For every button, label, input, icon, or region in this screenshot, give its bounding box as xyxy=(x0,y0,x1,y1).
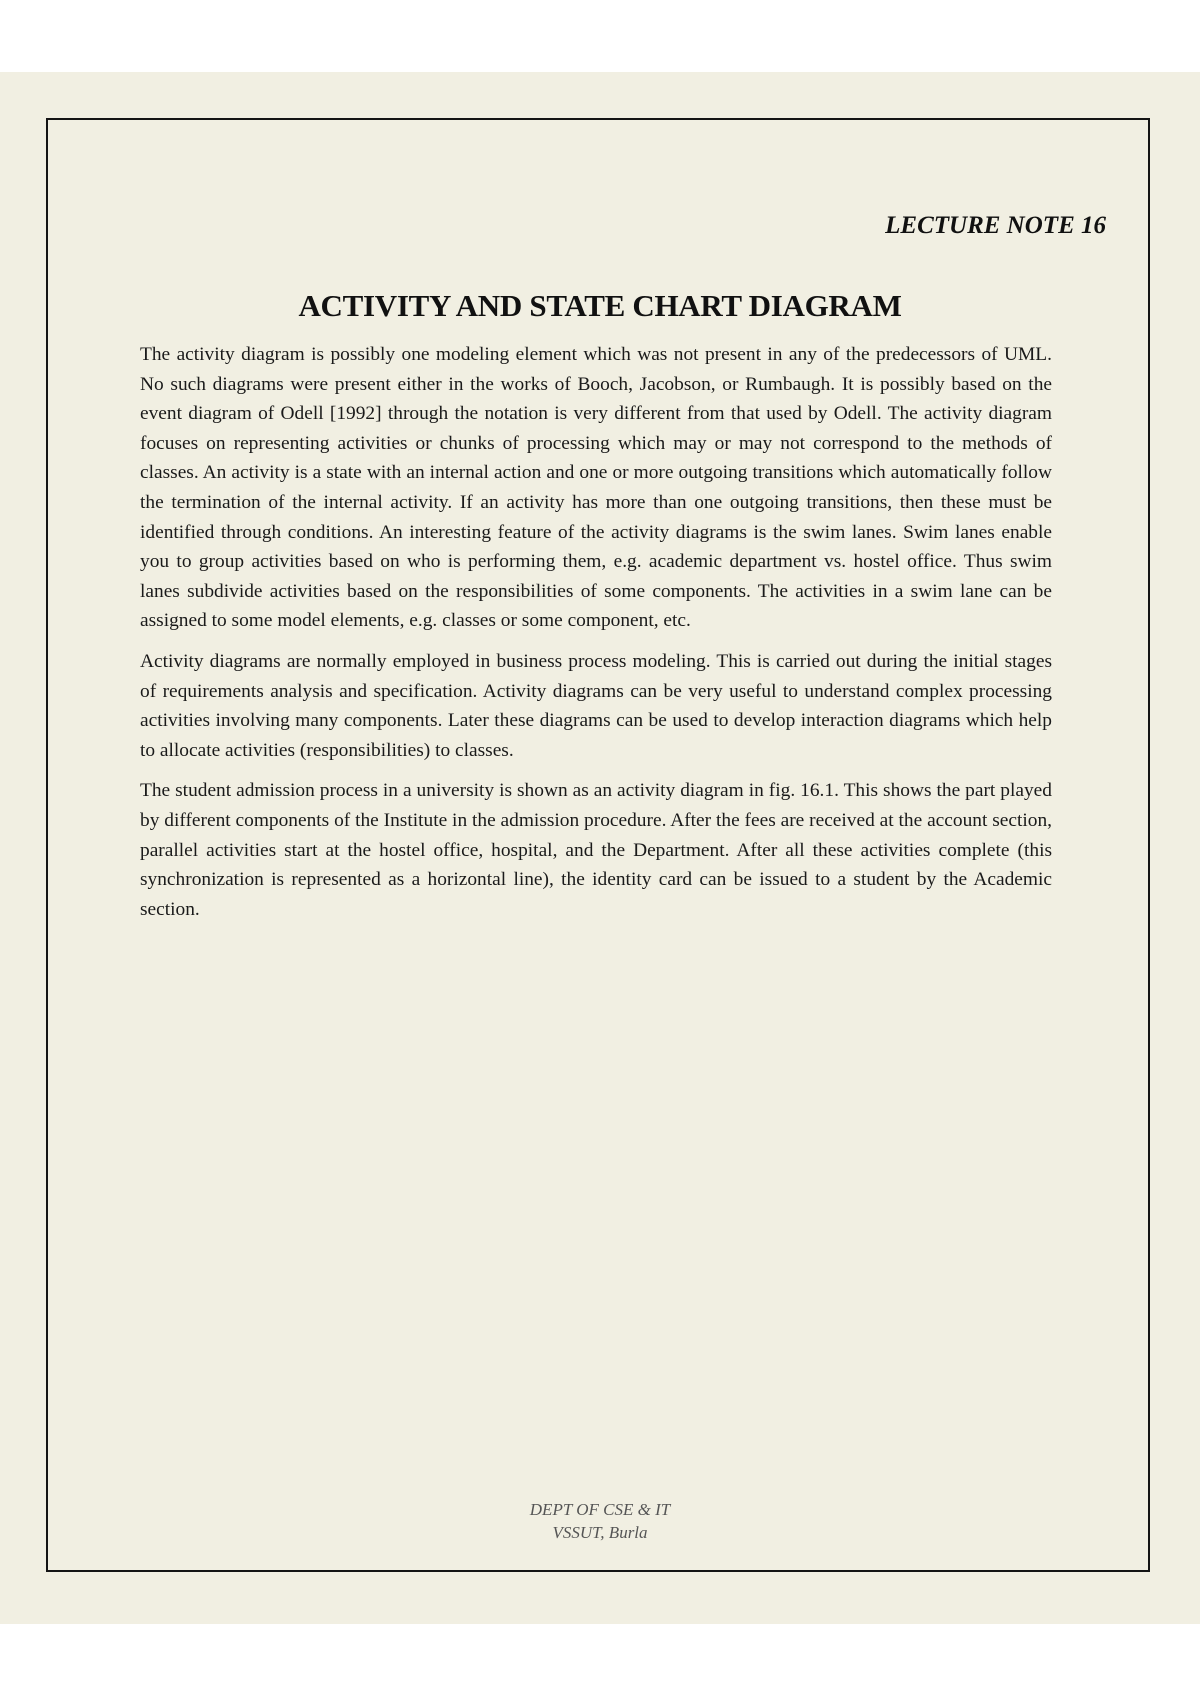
page-footer xyxy=(0,1498,1200,1544)
page-title: ACTIVITY AND STATE CHART DIAGRAM xyxy=(298,288,902,323)
document-page xyxy=(0,72,1200,1624)
paragraph-2: Activity diagrams are normally employed in business process modeling. This is carried out during the initial stages of requirements analysis and specification. Activity diagrams can be very useful to understand complex processing activities involving many components. Later these diagrams can be used to develop interaction diagrams which help to allocate activities (responsibilities) to classes. xyxy=(140,650,1052,761)
paragraph-1: The activity diagram is possibly one modeling element which was not present in any of the predecessors of UML. No such diagrams were present either in the works of Booch, Jacobson, or Rumbaugh. It is possibly based on the event diagram of Odell [1992] through the notation is very different from that used by Odell. The activity diagram focuses on representing activities or chunks of processing which may or may not correspond to the methods of classes. An activity is a state with an internal action and one or more outgoing transitions which automatically follow the termination of the internal activity. If an activity has more than one outgoing transitions, then these must be identified through conditions. An interesting feature of the activity diagrams is the swim lanes. Swim lanes enable you to group activities based on who is performing them, e.g. academic department vs. hostel office. Thus swim lanes subdivide activities based on the responsibilities of some components. The activities in a swim lane can be assigned to some model elements, e.g. classes or some component, etc. xyxy=(140,344,1052,632)
footer-institute: VSSUT, Burla xyxy=(552,1523,648,1542)
paragraph-3: The student admission process in a university is shown as an activity diagram in fig. 16.1. This shows the part played by different components of the Institute in the admission procedure. After the fees are received at the account section, parallel activities start at the hostel office, hospital, and the Department. After all these activities complete (this synchronization is represented as a horizontal line), the identity card can be issued to a student by the Academic section. xyxy=(140,780,1052,920)
lecture-note-label: LECTURE NOTE 16 xyxy=(885,212,1106,239)
footer-department: DEPT OF CSE & IT xyxy=(529,1500,671,1519)
body-text xyxy=(140,340,1052,935)
